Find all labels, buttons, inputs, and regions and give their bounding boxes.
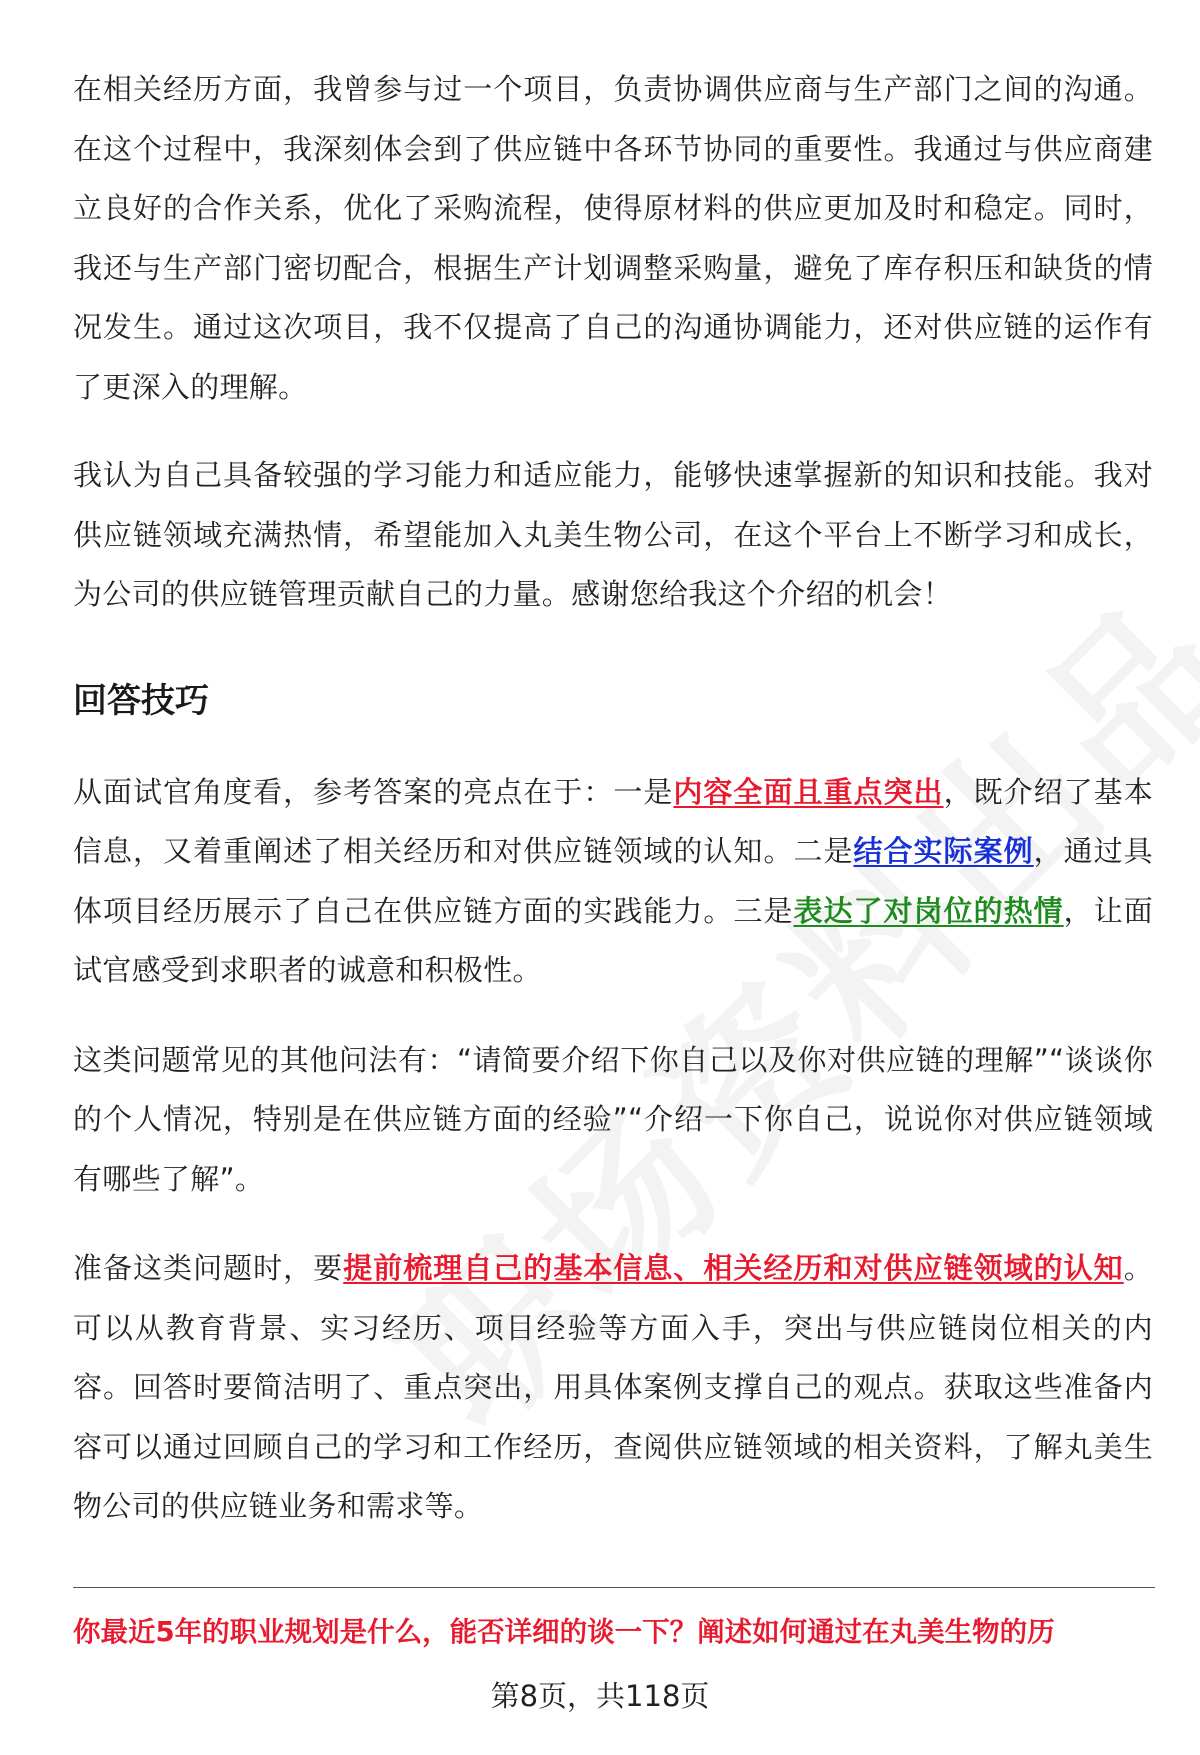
paragraph-experience: 在相关经历方面，我曾参与过一个项目，负责协调供应商与生产部门之间的沟通。在这个过程中，我深刻体会到了供应链中各环节协同的重要性。我通过与供应商建立良好的合作关系，优化了采购流程，使得原材料的供应更加及时和稳定。同时，我还与生产部门密切配合，根据生产计划调整采购量，避免了库存积压和缺货的情况发生。通过这次项目，我不仅提高了自己的沟通协调能力，还对供应链的运作有了更深入的理解。: [73, 72, 1153, 404]
highlight-preparation: 提前梳理自己的基本信息、相关经历和对供应链领域的认知: [343, 1251, 1124, 1285]
text-segment: 准备这类问题时，要: [73, 1251, 344, 1285]
paragraph-closing: 我认为自己具备较强的学习能力和适应能力，能够快速掌握新的知识和技能。我对供应链领域充满热情，希望能加入丸美生物公司，在这个平台上不断学习和成长，为公司的供应链管理贡献自己的力量。感谢您给我这个介绍的机会！: [73, 458, 1153, 611]
text-segment: ，通过具体项目经历展示了自己在供应链方面的实践能力。三是: [73, 834, 1153, 928]
highlight-passion: 表达了对岗位的热情: [793, 893, 1064, 928]
paragraph-preparation: [73, 1239, 1153, 1537]
paragraph-tips-highlights: [73, 763, 1153, 1001]
page-content: [73, 60, 1153, 1537]
next-question-title: 你最近5年的职业规划是什么，能否详细的谈一下？阐述如何通过在丸美生物的历: [73, 1616, 1055, 1648]
highlight-comprehensive: 内容全面且重点突出: [673, 774, 944, 809]
text-segment: ，让面试官感受到求职者的诚意和积极性。: [73, 893, 1154, 987]
text-segment: 从面试官角度看，参考答案的亮点在于：一是: [73, 774, 674, 809]
section-heading: 回答技巧: [73, 680, 209, 721]
text-segment: ，既介绍了基本信息，又着重阐述了相关经历和对供应链领域的认知。二是: [73, 774, 1153, 868]
paragraph-alternative-questions: 这类问题常见的其他问法有：“请简要介绍下你自己以及你对供应链的理解”“谈谈你的个人情况，特别是在供应链方面的经验”“介绍一下你自己，说说你对供应链领域有哪些了解”。: [73, 1042, 1153, 1196]
highlight-real-cases: 结合实际案例: [853, 834, 1034, 868]
divider: [73, 1587, 1155, 1588]
page-number: 第8页，共118页: [490, 1679, 710, 1713]
text-segment: 。可以从教育背景、实习经历、项目经验等方面入手，突出与供应链岗位相关的内容。回答时要简洁明了、重点突出，用具体案例支撑自己的观点。获取这些准备内容可以通过回顾自己的学习和工作经历，查阅供应链领域的相关资料，了解丸美生物公司的供应链业务和需求等。: [73, 1251, 1153, 1523]
